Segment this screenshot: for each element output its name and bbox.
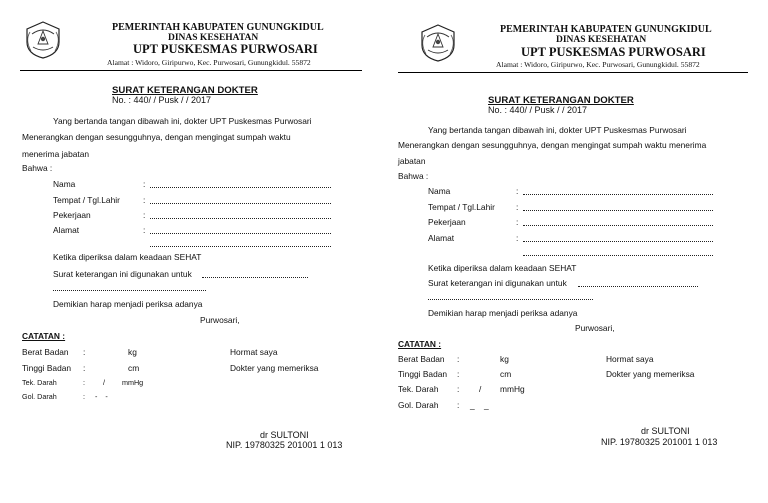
regards: Hormat saya [230,347,278,357]
field-birth-label: Tempat / Tgl.Lahir [53,195,120,205]
field-job-blank [150,218,331,219]
note-height-label: Tinggi Badan [398,369,448,379]
intro-line-2: Menerangkan dengan sesungguhnya, dengan mengingat sumpah waktu menerima [398,140,707,150]
header-divider [398,72,748,73]
bahwa-label: Bahwa : [398,171,429,181]
field-address-colon: : [143,225,146,235]
note-pressure-label: Tek. Darah [22,378,57,387]
note-blood-blanks: - - [95,392,108,401]
note-weight-unit: kg [500,354,509,364]
note-pressure-colon: : [457,384,460,394]
purpose-blank [202,277,308,278]
field-name-label: Nama [53,179,76,189]
note-weight-label: Berat Badan [398,354,445,364]
field-address-blank [150,233,331,234]
field-job-label: Pekerjaan [428,217,466,227]
header-department: DINAS KESEHATAN [168,33,259,43]
note-pressure-unit: mmHg [122,378,144,387]
purpose-statement: Surat keterangan ini digunakan untuk [53,269,192,279]
note-weight-colon: : [83,347,86,357]
letter-title: SURAT KETERANGAN DOKTER [488,95,634,106]
header-address: Alamat : Widoro, Giripurwo, Kec. Purwosari, Gunungkidul. 55872 [107,58,311,67]
letter-number: No. : 440/ / Pusk / / 2017 [112,95,212,105]
header-government: PEMERINTAH KABUPATEN GUNUNGKIDUL [112,22,324,33]
note-weight-unit: kg [128,347,137,357]
field-job-colon: : [516,217,519,227]
purpose-blank [578,286,698,287]
purpose-blank-2 [428,299,593,300]
field-address-label: Alamat [53,225,80,235]
field-job-label: Pekerjaan [53,210,91,220]
exam-statement: Ketika diperiksa dalam keadaan SEHAT [53,252,202,262]
header-divider [20,70,362,71]
field-name-colon: : [143,179,146,189]
field-birth-colon: : [516,202,519,212]
field-address-blank-2 [150,246,331,247]
note-pressure-colon: : [83,378,85,387]
field-address-colon: : [516,233,519,243]
notes-title: CATATAN : [398,339,442,349]
place-date: Purwosari, [200,315,240,325]
note-blood-blanks: _ _ [470,400,489,410]
purpose-blank-2 [53,290,206,291]
intro-line-2: Menerangkan dengan sesungguhnya, dengan mengingat sumpah waktu [22,132,291,142]
field-address-blank-2 [523,255,713,256]
note-pressure-slash: / [479,384,482,394]
field-name-label: Nama [428,186,451,196]
field-address-blank [523,241,713,242]
header-department: DINAS KESEHATAN [556,35,647,45]
regency-crest-icon [417,23,459,63]
regards: Hormat saya [606,354,654,364]
letter-number: No. : 440/ / Pusk / / 2017 [488,105,588,115]
doctor-nip: NIP. 19780325 201001 1 013 [226,440,343,450]
purpose-statement: Surat keterangan ini digunakan untuk [428,278,567,288]
field-name-blank [150,187,331,188]
field-name-colon: : [516,186,519,196]
field-address-label: Alamat [428,233,455,243]
closing-statement: Demikian harap menjadi periksa adanya [53,299,203,309]
intro-line-3: jabatan [398,156,426,166]
field-birth-blank [150,203,331,204]
notes-title: CATATAN : [22,331,66,341]
note-blood-colon: : [83,392,85,401]
closing-statement: Demikian harap menjadi periksa adanya [428,308,578,318]
note-blood-label: Gol. Darah [22,392,57,401]
signer-role: Dokter yang memeriksa [606,369,695,379]
note-height-unit: cm [500,369,512,379]
intro-line-1: Yang bertanda tangan dibawah ini, dokter UPT Puskesmas Purwosari [53,116,312,126]
note-pressure-slash: / [103,378,105,387]
field-job-blank [523,225,713,226]
note-weight-label: Berat Badan [22,347,69,357]
note-height-colon: : [457,369,460,379]
header-address: Alamat : Widoro, Giripurwo, Kec. Purwosari, Gunungkidul. 55872 [496,60,700,69]
doctor-name: dr SULTONI [641,426,690,436]
exam-statement: Ketika diperiksa dalam keadaan SEHAT [428,263,577,273]
note-pressure-label: Tek. Darah [398,384,439,394]
signer-role: Dokter yang memeriksa [230,363,319,373]
header-institution: UPT PUSKESMAS PURWOSARI [133,42,318,56]
field-birth-blank [523,210,713,211]
note-height-unit: cm [128,363,140,373]
note-weight-colon: : [457,354,460,364]
header-institution: UPT PUSKESMAS PURWOSARI [521,45,706,59]
field-job-colon: : [143,210,146,220]
place-date: Purwosari, [575,323,615,333]
note-height-colon: : [83,363,86,373]
doctor-nip: NIP. 19780325 201001 1 013 [601,437,718,447]
note-pressure-unit: mmHg [500,384,525,394]
letter-title: SURAT KETERANGAN DOKTER [112,85,258,96]
regency-crest-icon [22,20,64,60]
intro-line-3: menerima jabatan [22,149,90,159]
letter-right [384,0,768,503]
note-blood-colon: : [457,400,460,410]
note-blood-label: Gol. Darah [398,400,439,410]
doctor-name: dr SULTONI [260,430,309,440]
field-birth-label: Tempat / Tgl.Lahir [428,202,495,212]
intro-line-1: Yang bertanda tangan dibawah ini, dokter UPT Puskesmas Purwosari [428,125,687,135]
header-government: PEMERINTAH KABUPATEN GUNUNGKIDUL [500,24,712,35]
field-name-blank [523,194,713,195]
note-height-label: Tinggi Badan [22,363,72,373]
bahwa-label: Bahwa : [22,163,53,173]
field-birth-colon: : [143,195,146,205]
